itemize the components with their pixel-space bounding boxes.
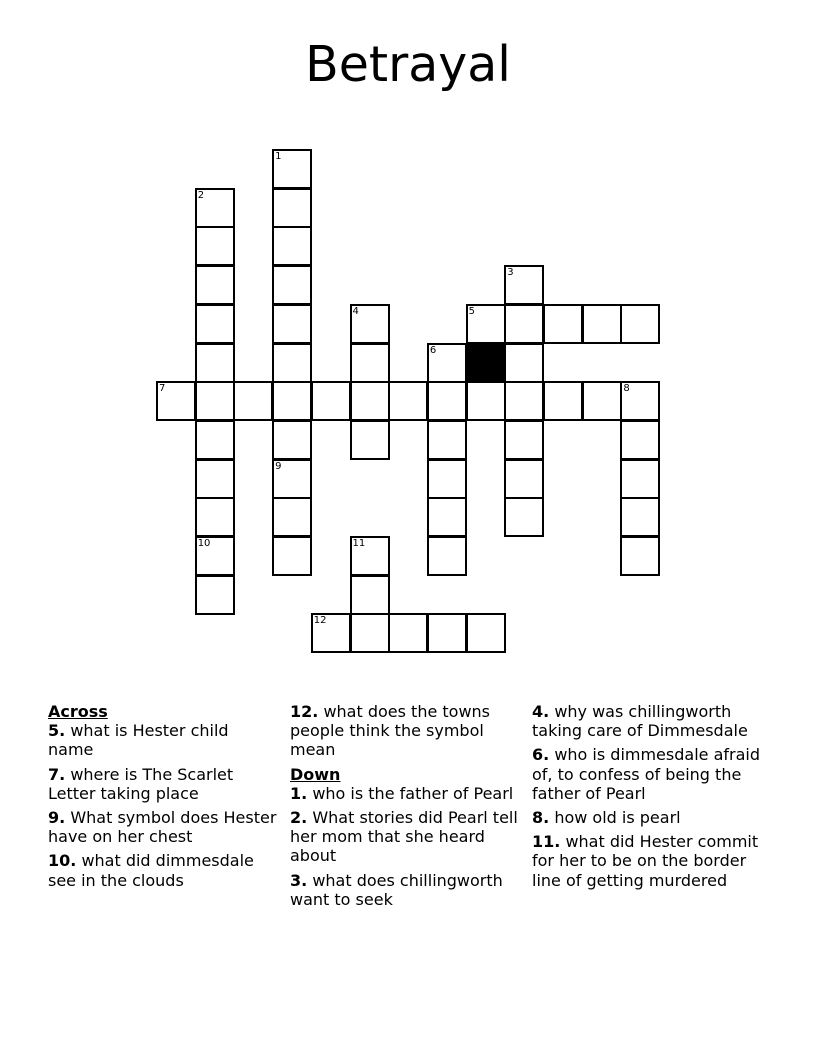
cell-number: 2 xyxy=(197,189,205,201)
black-square xyxy=(466,343,506,383)
clue-down-11 xyxy=(532,832,762,890)
clue-across-7 xyxy=(48,765,278,803)
grid-cell[interactable] xyxy=(311,613,351,653)
clue-number: 1. xyxy=(290,783,308,803)
clue-column-3 xyxy=(532,702,762,895)
grid-cell[interactable] xyxy=(543,381,583,421)
grid-cell[interactable] xyxy=(620,304,660,344)
grid-cell[interactable] xyxy=(350,420,390,460)
clue-text: what did Hester commit for her to be on the border line of getting murdered xyxy=(532,832,759,890)
grid-cell[interactable] xyxy=(272,265,312,305)
grid-cell[interactable] xyxy=(582,304,622,344)
clue-text: What stories did Pearl tell her mom that she heard about xyxy=(290,808,518,866)
grid-cell[interactable] xyxy=(195,188,235,228)
grid-cell[interactable] xyxy=(195,497,235,537)
down-heading: Down xyxy=(290,764,341,784)
cell-number: 3 xyxy=(507,267,514,279)
grid-cell[interactable] xyxy=(272,459,312,499)
clue-text: who is the father of Pearl xyxy=(312,783,514,803)
grid-cell[interactable] xyxy=(427,536,467,576)
grid-cell[interactable] xyxy=(620,381,660,421)
grid-cell[interactable] xyxy=(427,381,467,421)
grid-cell[interactable] xyxy=(388,381,428,421)
clue-text: what is Hester child name xyxy=(48,721,229,760)
grid-cell[interactable] xyxy=(620,420,660,460)
clue-down-4 xyxy=(532,702,762,740)
clue-down-2 xyxy=(290,808,520,866)
cell-number: 12 xyxy=(313,615,327,627)
grid-cell[interactable] xyxy=(195,343,235,383)
clue-number: 3. xyxy=(290,870,308,890)
clue-column-2 xyxy=(290,702,520,914)
grid-cell[interactable] xyxy=(466,613,506,653)
clue-down-8 xyxy=(532,808,762,827)
cell-number: 5 xyxy=(468,305,475,317)
clue-text: where is The Scarlet Letter taking place xyxy=(48,764,234,803)
clue-across-12 xyxy=(290,702,520,760)
grid-cell[interactable] xyxy=(195,265,235,305)
grid-cell[interactable] xyxy=(504,459,544,499)
clue-number: 5. xyxy=(48,721,66,741)
grid-cell[interactable] xyxy=(620,497,660,537)
grid-cell[interactable] xyxy=(272,188,312,228)
grid-cell[interactable] xyxy=(350,613,390,653)
grid-cell[interactable] xyxy=(504,265,544,305)
clue-number: 9. xyxy=(48,808,66,828)
grid-cell[interactable] xyxy=(195,459,235,499)
grid-cell[interactable] xyxy=(233,381,273,421)
cell-number: 9 xyxy=(275,460,282,472)
cell-number: 8 xyxy=(623,383,630,395)
grid-cell[interactable] xyxy=(504,497,544,537)
grid-cell[interactable] xyxy=(543,304,583,344)
grid-cell[interactable] xyxy=(272,343,312,383)
grid-cell[interactable] xyxy=(466,304,506,344)
grid-cell[interactable] xyxy=(272,420,312,460)
grid-cell[interactable] xyxy=(427,343,467,383)
grid-cell[interactable] xyxy=(620,459,660,499)
grid-cell[interactable] xyxy=(350,304,390,344)
grid-cell[interactable] xyxy=(272,149,312,189)
grid-cell[interactable] xyxy=(195,536,235,576)
grid-cell[interactable] xyxy=(272,497,312,537)
grid-cell[interactable] xyxy=(350,343,390,383)
grid-cell[interactable] xyxy=(388,613,428,653)
cell-number: 7 xyxy=(159,383,166,395)
grid-cell[interactable] xyxy=(504,343,544,383)
grid-cell[interactable] xyxy=(311,381,351,421)
clue-text: what does chillingworth want to seek xyxy=(290,870,503,909)
clue-number: 2. xyxy=(290,808,308,828)
grid-cell[interactable] xyxy=(350,381,390,421)
clue-number: 4. xyxy=(532,702,550,721)
cell-number: 4 xyxy=(352,305,359,317)
clue-down-1 xyxy=(290,784,520,803)
grid-cell[interactable] xyxy=(620,536,660,576)
grid-cell[interactable] xyxy=(195,226,235,266)
cell-number: 11 xyxy=(352,538,366,549)
clue-text: what does the towns people think the symbol mean xyxy=(290,702,491,760)
clue-text: who is dimmesdale afraid of, to confess of being the father of Pearl xyxy=(532,745,760,803)
grid-cell[interactable] xyxy=(195,575,235,615)
clue-number: 8. xyxy=(532,808,550,828)
clue-column-1 xyxy=(48,702,278,895)
grid-cell[interactable] xyxy=(427,420,467,460)
clue-text: how old is pearl xyxy=(554,808,681,828)
clue-number: 7. xyxy=(48,764,66,784)
grid-cell[interactable] xyxy=(504,304,544,344)
grid-cell[interactable] xyxy=(272,226,312,266)
grid-cell[interactable] xyxy=(156,381,196,421)
grid-cell[interactable] xyxy=(195,381,235,421)
clue-number: 6. xyxy=(532,745,550,765)
cell-number: 1 xyxy=(275,151,282,162)
grid-cell[interactable] xyxy=(504,381,544,421)
clue-text: why was chillingworth taking care of Dimmesdale xyxy=(532,702,748,741)
grid-cell[interactable] xyxy=(350,575,390,615)
grid-cell[interactable] xyxy=(582,381,622,421)
clue-text: what did dimmesdale see in the clouds xyxy=(48,851,254,890)
clue-number: 11. xyxy=(532,832,561,852)
grid-cell[interactable] xyxy=(427,459,467,499)
grid-cell[interactable] xyxy=(272,536,312,576)
clue-across-5 xyxy=(48,721,278,759)
grid-cell[interactable] xyxy=(272,304,312,344)
grid-cell[interactable] xyxy=(427,613,467,653)
puzzle-title: Betrayal xyxy=(305,36,511,93)
clue-down-3 xyxy=(290,871,520,909)
clue-number: 12. xyxy=(290,702,319,721)
grid-cell[interactable] xyxy=(272,381,312,421)
across-heading: Across xyxy=(48,702,108,721)
clue-across-9 xyxy=(48,808,278,846)
grid-cell[interactable] xyxy=(350,536,390,576)
grid-cell[interactable] xyxy=(195,420,235,460)
clue-text: What symbol does Hester have on her chest xyxy=(48,808,277,847)
grid-cell[interactable] xyxy=(504,420,544,460)
clue-across-10 xyxy=(48,851,278,889)
cell-number: 6 xyxy=(429,344,437,356)
clue-number: 10. xyxy=(48,851,77,871)
grid-cell[interactable] xyxy=(427,497,467,537)
clue-down-6 xyxy=(532,745,762,803)
cell-number: 10 xyxy=(197,538,211,549)
grid-cell[interactable] xyxy=(195,304,235,344)
grid-cell[interactable] xyxy=(466,381,506,421)
